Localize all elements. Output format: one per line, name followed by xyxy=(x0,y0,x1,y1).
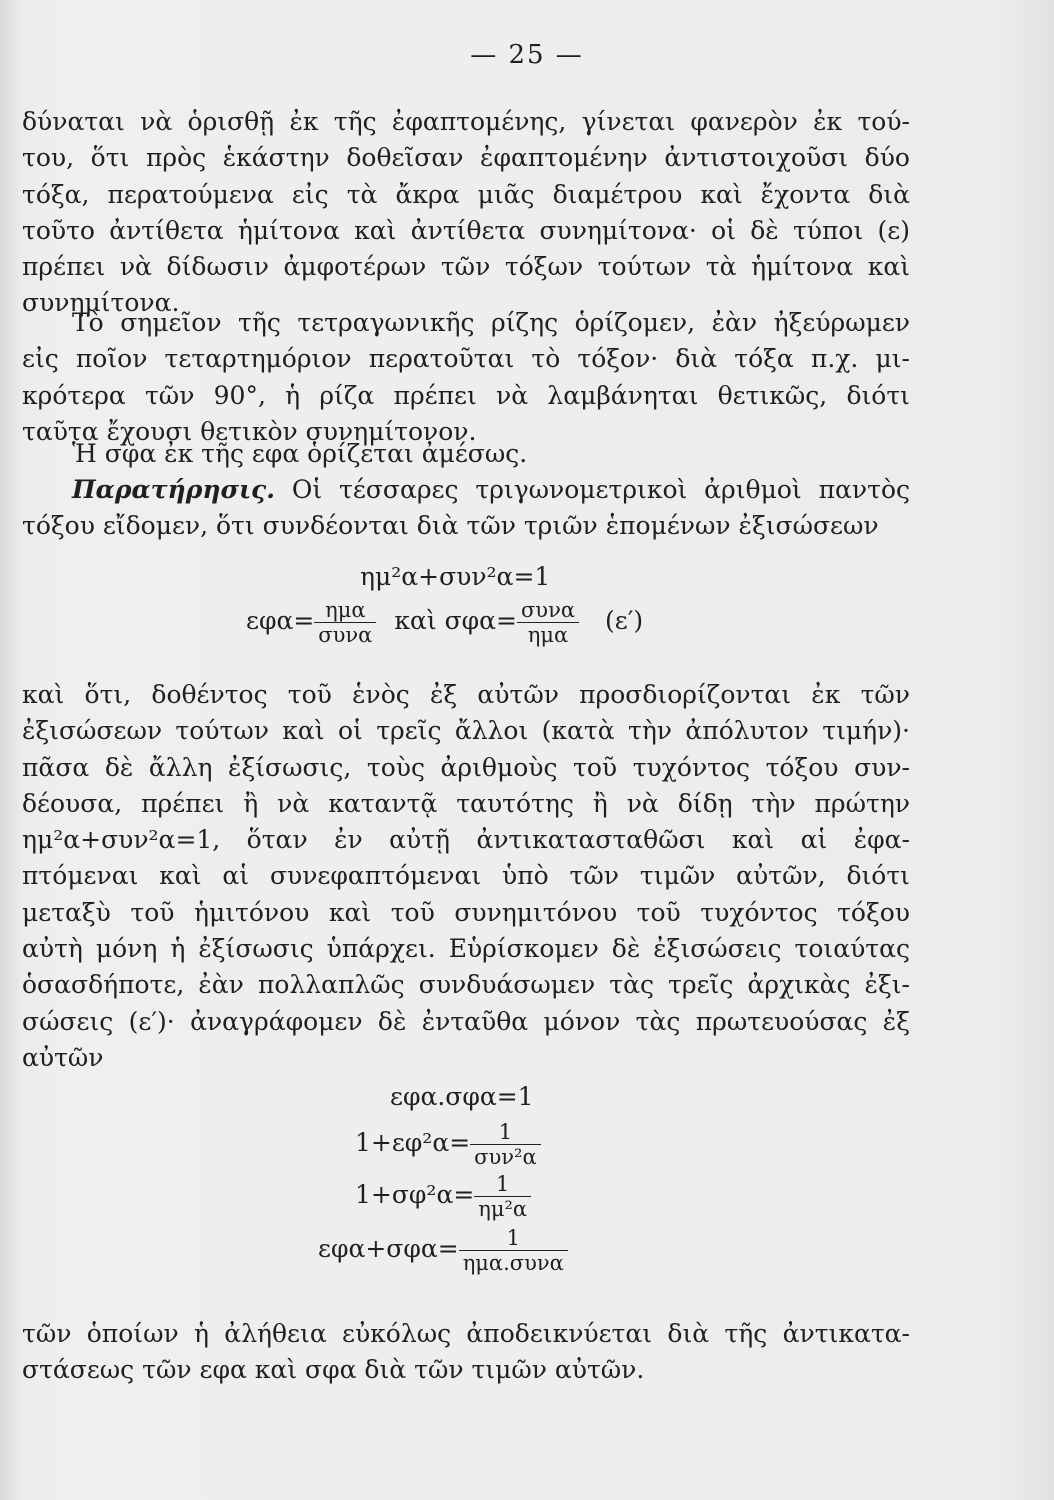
text-line: τοῦτο ἀντίθετα ἡμίτονα καὶ ἀντίθετα συνημίτονα· οἱ δὲ τύποι (ε) xyxy=(22,215,910,245)
text-line: ημ²α+συν²α=1, ὅταν ἐν αὐτῇ ἀντικατασταθῶσι καὶ αἱ ἐφα- xyxy=(22,825,910,855)
text-line: μεταξὺ τοῦ ἡμιτόνου καὶ τοῦ συνημιτόνου τοῦ τυχόντος τόξου xyxy=(22,897,910,927)
text-line: συνημίτονα. xyxy=(22,288,180,318)
text-line: εἰς ποῖον τεταρτημόριον περατοῦται τὸ τόξον· διὰ τόξα π.χ. μι- xyxy=(22,344,910,374)
equation-tag: (ε′) xyxy=(604,606,644,635)
page-number: — 25 — xyxy=(470,40,584,70)
equation-tan-cot xyxy=(246,598,643,647)
eq-lhs: εφα= xyxy=(246,606,315,635)
text-line: πτόμεναι καὶ αἱ συνεφαπτόμεναι ὑπὸ τῶν τιμῶν αὐτῶν, διότι xyxy=(22,861,910,891)
equation-tan-times-cot: εφα.σφα=1 xyxy=(390,1082,534,1111)
text-line: σώσεις (ε′)· ἀναγράφομεν δὲ ἐνταῦθα μόνον τὰς πρωτευούσας ἐξ xyxy=(22,1006,910,1036)
equation-one-plus-tan-sq: 1+εφ²α= $\frac{1}{\text{συν²α}}$ xyxy=(355,1120,541,1169)
text-line: δέουσα, πρέπει ἢ νὰ καταντᾷ ταυτότης ἢ νὰ δίδῃ τὴν πρώτην xyxy=(22,788,910,818)
paragraph-2 xyxy=(22,305,910,450)
text-line: πᾶσα δὲ ἄλλη ἐξίσωσις, τοὺς ἀριθμοὺς τοῦ τυχόντος τόξου συν- xyxy=(22,752,910,782)
equation-one-plus-cot-sq: 1+σφ²α= $\frac{1}{\text{ημ²α}}$ xyxy=(355,1172,531,1221)
text-line: του, ὅτι πρὸς ἑκάστην δοθεῖσαν ἐφαπτομένην ἀντιστοιχοῦσι δύο xyxy=(22,143,910,173)
text-line: τῶν ὁποίων ἡ ἀλήθεια εὐκόλως ἀποδεικνύεται διὰ τῆς ἀντικατα- xyxy=(22,1319,910,1348)
text-line: δύναται νὰ ὁρισθῇ ἐκ τῆς ἐφαπτομένης, γίνεται φανερὸν ἐκ τού- xyxy=(22,107,910,136)
text-line xyxy=(22,472,910,508)
text-line: κρότερα τῶν 90°, ἡ ρίζα πρέπει νὰ λαμβάνηται θετικῶς, διότι xyxy=(22,380,910,410)
fraction: $\frac{\text{ημα}}{\text{συνα}}$ xyxy=(314,598,376,647)
text-line: καὶ ὅτι, δοθέντος τοῦ ἑνὸς ἐξ αὐτῶν προσδιορίζονται ἐκ τῶν xyxy=(22,680,910,709)
remark-text: Οἱ τέσσαρες τριγωνομετρικοὶ ἀριθμοὶ παντὸς xyxy=(274,475,910,504)
remark-heading: Παρατήρησις. xyxy=(72,475,275,504)
paragraph-4 xyxy=(22,677,910,1076)
paragraph-1 xyxy=(22,104,910,322)
remark-paragraph xyxy=(22,472,910,545)
text-line: ὁσασδήποτε, ἐὰν πολλαπλῶς συνδυάσωμεν τὰς τρεῖς ἀρχικὰς ἐξι- xyxy=(22,970,910,1000)
text-line: αὐτὴ μόνη ἡ ἐξίσωσις ὑπάρχει. Εὑρίσκομεν δὲ ἐξισώσεις τοιαύτας xyxy=(22,934,910,964)
paragraph-3 xyxy=(22,436,910,472)
equation-pythagorean: ημ²α+συν²α=1 xyxy=(360,562,551,591)
text-line: πρέπει νὰ δίδωσιν ἀμφοτέρων τῶν τόξων τούτων τὰ ἡμίτονα καὶ xyxy=(22,252,910,282)
text-line: Ἡ σφα ἐκ τῆς εφα ὁρίζεται ἀμέσως. xyxy=(72,439,528,468)
text-line: ἐξισώσεων τούτων καὶ οἱ τρεῖς ἄλλοι (κατὰ τὴν ἀπόλυτον τιμήν)· xyxy=(22,716,910,746)
text-line: αὐτῶν xyxy=(22,1042,104,1072)
text-line: ταῦτα ἔχουσι θετικὸν συνημίτονον. xyxy=(22,416,477,446)
paragraph-5 xyxy=(22,1316,910,1389)
text-line: τόξα, περατούμενα εἰς τὰ ἄκρα μιᾶς διαμέτρου καὶ ἔχοντα διὰ xyxy=(22,179,910,209)
text-line: στάσεως τῶν εφα καὶ σφα διὰ τῶν τιμῶν αὐτῶν. xyxy=(22,1355,645,1385)
text-line: Τὸ σημεῖον τῆς τετραγωνικῆς ρίζης ὁρίζομεν, ἐὰν ἠξεύρωμεν xyxy=(72,308,910,337)
fraction: $\frac{1}{\text{συν²α}}$ xyxy=(470,1120,540,1169)
fraction: $\frac{1}{\text{ημ²α}}$ xyxy=(474,1172,531,1221)
fraction: $\frac{\text{συνα}}{\text{ημα}}$ xyxy=(517,598,579,647)
equation-tan-plus-cot: εφα+σφα= $\frac{1}{\text{ημα.συνα}}$ xyxy=(318,1226,568,1275)
fraction: $\frac{1}{\text{ημα.συνα}}$ xyxy=(459,1226,568,1275)
eq-mid: καὶ σφα= xyxy=(394,606,517,635)
text-line: τόξου εἴδομεν, ὅτι συνδέονται διὰ τῶν τριῶν ἑπομένων ἐξισώσεων xyxy=(22,511,879,541)
